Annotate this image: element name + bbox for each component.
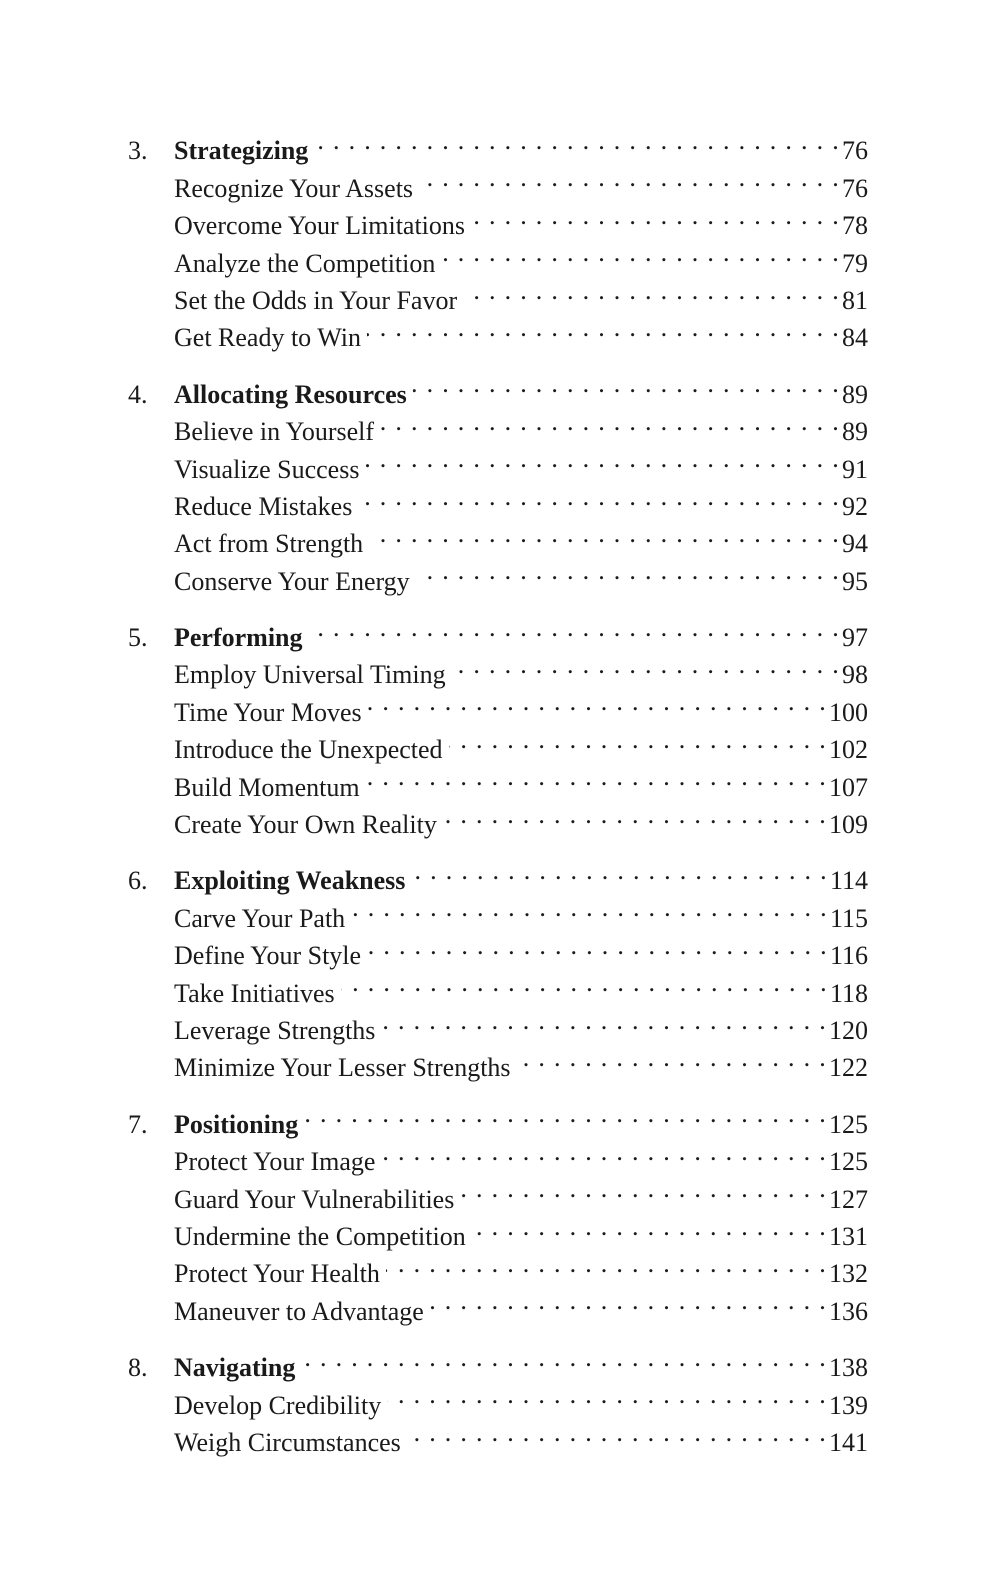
page-number: 122 xyxy=(829,1053,868,1083)
toc-chapter xyxy=(128,852,868,1083)
page-number: 81 xyxy=(842,285,868,315)
chapter-title: Exploiting Weakness xyxy=(174,866,406,896)
dot-leader xyxy=(309,609,840,646)
dot-leader xyxy=(472,1208,827,1245)
dot-leader xyxy=(452,646,840,683)
dot-leader xyxy=(314,122,840,159)
dot-leader xyxy=(368,683,827,720)
page-number: 131 xyxy=(829,1221,868,1251)
page-number: 125 xyxy=(829,1147,868,1177)
chapter-title: Allocating Resources xyxy=(174,379,407,409)
section-title: Get Ready to Win xyxy=(174,323,361,353)
section-title: Reduce Mistakes xyxy=(174,491,353,521)
chapter-heading-row[interactable] xyxy=(128,609,868,653)
page-number: 125 xyxy=(829,1109,868,1139)
page-number: 132 xyxy=(829,1259,868,1289)
dot-leader xyxy=(407,1414,827,1451)
page-number: 100 xyxy=(829,697,868,727)
chapter-number: 7. xyxy=(128,1109,148,1139)
dot-leader xyxy=(416,552,840,589)
section-title: Analyze the Competition xyxy=(174,248,436,278)
chapter-heading-row[interactable] xyxy=(128,365,868,409)
dot-leader xyxy=(413,365,840,402)
dot-leader xyxy=(430,1282,827,1319)
chapter-heading-row[interactable] xyxy=(128,1095,868,1139)
dot-leader xyxy=(369,515,840,552)
page-number: 89 xyxy=(842,379,868,409)
page-number: 94 xyxy=(842,529,868,559)
dot-leader xyxy=(351,889,828,926)
dot-leader xyxy=(358,478,840,515)
chapter-number: 8. xyxy=(128,1353,148,1383)
page-number: 109 xyxy=(829,810,868,840)
page-number: 102 xyxy=(829,735,868,765)
section-title: Build Momentum xyxy=(174,772,360,802)
dot-leader xyxy=(387,1376,827,1413)
dot-leader xyxy=(365,440,840,477)
section-title: Protect Your Health xyxy=(174,1259,380,1289)
page-number: 139 xyxy=(829,1390,868,1420)
section-title: Time Your Moves xyxy=(174,697,362,727)
dot-leader xyxy=(460,1170,827,1207)
dot-leader xyxy=(304,1095,827,1132)
section-title: Believe in Yourself xyxy=(174,417,375,447)
page-number: 76 xyxy=(842,136,868,166)
dot-leader xyxy=(386,1245,827,1282)
section-title: Weigh Circumstances xyxy=(174,1427,401,1457)
page-number: 95 xyxy=(842,566,868,596)
table-of-contents xyxy=(128,122,868,1470)
dot-leader xyxy=(471,197,840,234)
page-number: 120 xyxy=(829,1015,868,1045)
dot-leader xyxy=(517,1039,827,1076)
section-title: Take Initiatives xyxy=(174,978,335,1008)
dot-leader xyxy=(380,403,840,440)
page-number: 76 xyxy=(842,173,868,203)
page-number: 118 xyxy=(829,978,868,1008)
section-title: Carve Your Path xyxy=(174,903,346,933)
page-number: 116 xyxy=(829,941,868,971)
page-number: 91 xyxy=(842,454,868,484)
dot-leader xyxy=(449,721,827,758)
dot-leader xyxy=(419,159,840,196)
section-title: Visualize Success xyxy=(174,454,360,484)
page-number: 115 xyxy=(829,903,868,933)
chapter-title: Performing xyxy=(174,623,303,653)
dot-leader xyxy=(301,1339,827,1376)
dot-leader xyxy=(367,927,828,964)
chapter-title: Strategizing xyxy=(174,136,309,166)
page-number: 107 xyxy=(829,772,868,802)
toc-chapter xyxy=(128,609,868,840)
chapter-heading-row[interactable] xyxy=(128,1339,868,1383)
chapter-number: 4. xyxy=(128,379,148,409)
toc-chapter xyxy=(128,1339,868,1457)
dot-leader xyxy=(443,796,827,833)
dot-leader xyxy=(367,309,840,346)
section-title: Employ Universal Timing xyxy=(174,660,446,690)
section-title: Recognize Your Assets xyxy=(174,173,414,203)
section-title: Create Your Own Reality xyxy=(174,810,437,840)
chapter-number: 6. xyxy=(128,866,148,896)
section-title: Conserve Your Energy xyxy=(174,566,410,596)
dot-leader xyxy=(341,964,828,1001)
section-title: Minimize Your Lesser Strengths xyxy=(174,1053,511,1083)
dot-leader xyxy=(441,234,840,271)
section-title: Leverage Strengths xyxy=(174,1015,376,1045)
dot-leader xyxy=(381,1133,827,1170)
page-number: 136 xyxy=(829,1296,868,1326)
toc-chapter xyxy=(128,1095,868,1326)
dot-leader xyxy=(366,758,827,795)
page-number: 92 xyxy=(842,491,868,521)
page-number: 114 xyxy=(829,866,868,896)
page-number: 97 xyxy=(842,623,868,653)
chapter-title: Navigating xyxy=(174,1353,296,1383)
page-number: 79 xyxy=(842,248,868,278)
page-number: 84 xyxy=(842,323,868,353)
section-title: Guard Your Vulnerabilities xyxy=(174,1184,455,1214)
chapter-number: 3. xyxy=(128,136,148,166)
section-title: Set the Odds in Your Favor xyxy=(174,285,458,315)
section-title: Maneuver to Advantage xyxy=(174,1296,424,1326)
section-title: Protect Your Image xyxy=(174,1147,376,1177)
dot-leader xyxy=(381,1002,827,1039)
page-number: 89 xyxy=(842,417,868,447)
chapter-number: 5. xyxy=(128,623,148,653)
dot-leader xyxy=(411,852,828,889)
chapter-heading-row[interactable] xyxy=(128,122,868,166)
section-title: Introduce the Unexpected xyxy=(174,735,443,765)
chapter-heading-row[interactable] xyxy=(128,852,868,896)
page-number: 127 xyxy=(829,1184,868,1214)
section-title: Develop Credibility xyxy=(174,1390,382,1420)
section-title: Overcome Your Limitations xyxy=(174,211,466,241)
section-title: Define Your Style xyxy=(174,941,362,971)
page-number: 141 xyxy=(829,1427,868,1457)
dot-leader xyxy=(463,272,840,309)
section-title: Act from Strength xyxy=(174,529,364,559)
section-title: Undermine the Competition xyxy=(174,1221,466,1251)
toc-chapter xyxy=(128,122,868,353)
chapter-title: Positioning xyxy=(174,1109,299,1139)
page-number: 98 xyxy=(842,660,868,690)
page-number: 78 xyxy=(842,211,868,241)
toc-chapter xyxy=(128,365,868,596)
page-number: 138 xyxy=(829,1353,868,1383)
